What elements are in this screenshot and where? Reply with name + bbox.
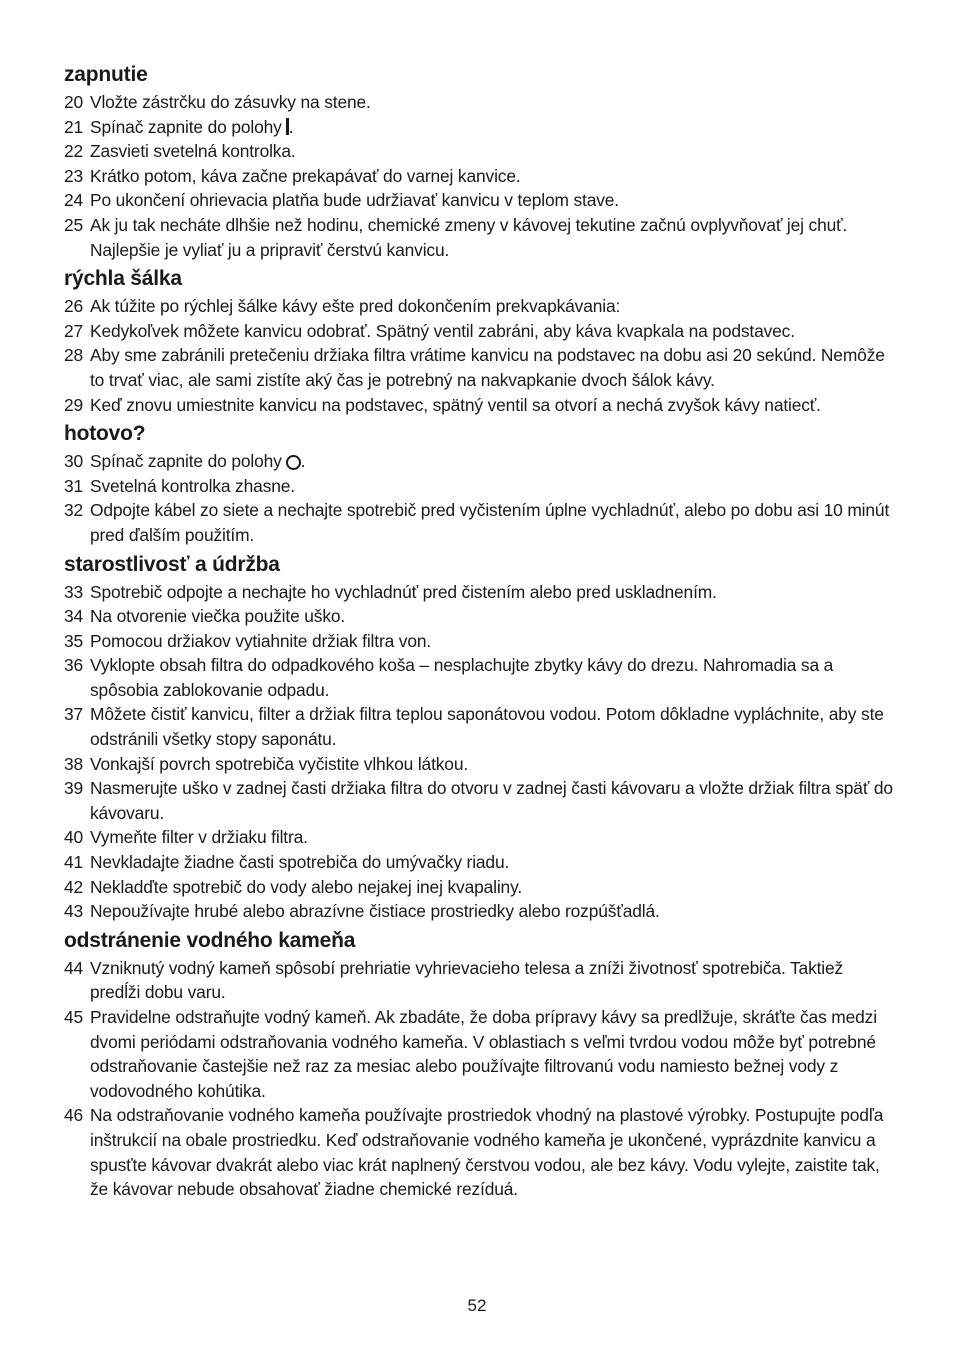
item-number: 41 — [64, 852, 84, 873]
item-text-suffix: . — [288, 116, 294, 137]
item-text: Vymeňte filter v držiaku filtra. — [90, 827, 308, 848]
section — [64, 60, 894, 262]
item-text-wrap — [90, 188, 894, 213]
item-number: 21 — [64, 116, 84, 137]
page-content — [64, 60, 894, 1204]
list-item — [64, 1103, 894, 1201]
item-text: Nevkladajte žiadne časti spotrebiča do umývačky riadu. — [90, 852, 510, 873]
item-number: 42 — [64, 876, 84, 897]
item-text-wrap — [90, 899, 894, 924]
item-text: Spínač zapnite do polohy — [90, 116, 282, 137]
item-text-wrap — [90, 580, 894, 605]
item-number: 25 — [64, 214, 84, 235]
item-text: Nepoužívajte hrubé alebo abrazívne čistiace prostriedky alebo rozpúšťadlá. — [90, 901, 660, 922]
item-text-wrap — [90, 875, 894, 900]
item-text-wrap — [90, 752, 894, 777]
item-text: Vyklopte obsah filtra do odpadkového koša – nesplachujte zbytky kávy do drezu. Nahromadia sa a spôsobia zablokovanie odpadu. — [90, 655, 834, 700]
list-item — [64, 139, 894, 164]
instruction-list — [64, 956, 894, 1202]
section-heading: rýchla šálka — [64, 267, 182, 291]
item-number: 24 — [64, 190, 84, 211]
list-item — [64, 164, 894, 189]
item-text-wrap — [90, 956, 894, 1005]
item-number: 45 — [64, 1007, 84, 1027]
item-number: 39 — [64, 778, 84, 799]
item-text-wrap — [90, 825, 894, 850]
list-item — [64, 188, 894, 213]
item-number: 38 — [64, 753, 84, 774]
item-number: 37 — [64, 704, 84, 725]
list-item — [64, 319, 894, 344]
item-number: 46 — [64, 1105, 84, 1126]
list-item — [64, 90, 894, 115]
item-number: 32 — [64, 500, 84, 521]
item-number: 40 — [64, 827, 84, 848]
item-number: 20 — [64, 92, 84, 112]
item-text: Svetelná kontrolka zhasne. — [90, 475, 295, 496]
item-text-wrap — [90, 498, 894, 547]
item-text: Nasmerujte uško v zadnej časti držiaka filtra do otvoru v zadnej časti kávovaru a vložte držiak filtra späť do kávovaru. — [90, 778, 893, 823]
item-number: 36 — [64, 655, 84, 676]
item-number: 27 — [64, 320, 84, 341]
item-text-wrap — [90, 449, 894, 474]
section — [64, 926, 894, 1202]
section — [64, 550, 894, 924]
list-item — [64, 850, 894, 875]
item-text-wrap — [90, 474, 894, 499]
list-item — [64, 580, 894, 605]
item-text: Pomocou držiakov vytiahnite držiak filtra von. — [90, 630, 432, 651]
item-text: Môžete čistiť kanvicu, filter a držiak filtra teplou saponátovou vodou. Potom dôkladne vypláchnite, aby ste odstránili všetky stopy saponátu. — [90, 704, 884, 750]
instruction-list — [64, 90, 894, 262]
item-number: 28 — [64, 345, 84, 366]
list-item — [64, 294, 894, 319]
item-text-wrap — [90, 319, 894, 344]
section-heading: zapnutie — [64, 63, 148, 86]
item-text: Kedykoľvek môžete kanvicu odobrať. Spätný ventil zabráni, aby káva kvapkala na podstavec. — [90, 320, 795, 341]
list-item — [64, 825, 894, 850]
item-text: Nekladďte spotrebič do vody alebo nejakej inej kvapaliny. — [90, 876, 523, 897]
item-text-wrap — [90, 139, 894, 164]
item-text: Spínač zapnite do polohy — [90, 451, 282, 472]
instruction-list — [64, 580, 894, 924]
item-text-wrap — [90, 1005, 894, 1103]
list-item — [64, 213, 894, 262]
item-text: Spotrebič odpojte a nechajte ho vychladnúť pred čistením alebo pred uskladnením. — [90, 581, 717, 602]
list-item — [64, 956, 894, 1005]
item-text: Ak ju tak necháte dlhšie než hodinu, chemické zmeny v kávovej tekutine začnú ovplyvňovať jej chuť. Najlepšie je vyliať ju a pripraviť čerstvú kanvicu. — [90, 214, 848, 260]
item-text-wrap — [90, 776, 894, 825]
list-item — [64, 776, 894, 825]
list-item — [64, 875, 894, 900]
page-number: 52 — [467, 1296, 487, 1315]
item-text-suffix: . — [300, 451, 306, 472]
item-number: 26 — [64, 296, 84, 317]
section — [64, 419, 894, 547]
item-number: 34 — [64, 606, 84, 627]
section-heading: odstránenie vodného kameňa — [64, 928, 356, 952]
item-text-wrap — [90, 629, 894, 654]
list-item — [64, 702, 894, 751]
item-text-wrap — [90, 213, 894, 262]
list-item — [64, 474, 894, 499]
item-text: Vložte zástrčku do zásuvky na stene. — [90, 92, 371, 112]
item-text-wrap — [90, 393, 894, 418]
item-text: Pravidelne odstraňujte vodný kameň. Ak zbadáte, že doba prípravy kávy sa predlžuje, skráťte čas medzi dvomi periódami odstraňovania vodného kameňa. V oblastiach s veľmi tvrdou vodou môže byť potrebné odstraňovanie častejšie než raz za mesiac alebo používajte filtrovanú vodu namiesto bežnej vody z vodovodného kohútika. — [90, 1007, 877, 1101]
item-number: 30 — [64, 451, 84, 472]
item-number: 22 — [64, 141, 84, 162]
item-text-wrap — [90, 1103, 894, 1201]
item-text: Vonkajší povrch spotrebiča vyčistite vlhkou látkou. — [90, 753, 469, 774]
item-text: Ak túžite po rýchlej šálke kávy ešte pred dokončením prekvapkávania: — [90, 296, 621, 317]
instruction-list — [64, 294, 894, 417]
item-text: Aby sme zabránili pretečeniu držiaka filtra vrátime kanvicu na podstavec na dobu asi 20 sekúnd. Nemôže to trvať viac, ale sami zistíte aký čas je potrebný na nakvapkanie dvoch šálok kávy. — [90, 345, 885, 390]
item-text-wrap — [90, 115, 894, 140]
item-text: Zasvieti svetelná kontrolka. — [90, 141, 296, 162]
item-text-wrap — [90, 294, 894, 319]
list-item — [64, 343, 894, 392]
item-text-wrap — [90, 90, 894, 115]
list-item — [64, 899, 894, 924]
list-item — [64, 1005, 894, 1103]
item-number: 35 — [64, 630, 84, 651]
list-item — [64, 653, 894, 702]
item-text-wrap — [90, 164, 894, 189]
list-item — [64, 449, 894, 474]
item-number: 44 — [64, 957, 84, 978]
item-number: 23 — [64, 165, 84, 186]
item-number: 33 — [64, 581, 84, 602]
item-text: Na otvorenie viečka použite uško. — [90, 606, 346, 627]
item-text: Vzniknutý vodný kameň spôsobí prehriatie vyhrievacieho telesa a zníži životnosť spotrebiča. Taktiež predĺži dobu varu. — [90, 957, 844, 1003]
item-text: Krátko potom, káva začne prekapávať do varnej kanvice. — [90, 165, 521, 186]
item-text-wrap — [90, 850, 894, 875]
power-off-icon — [286, 455, 301, 470]
item-text: Po ukončení ohrievacia platňa bude udržiavať kanvicu v teplom stave. — [90, 190, 619, 211]
item-text-wrap — [90, 604, 894, 629]
item-text: Odpojte kábel zo siete a nechajte spotrebič pred vyčistením úplne vychladnúť, alebo po dobu asi 10 minút pred ďalším použitím. — [90, 500, 890, 545]
item-text-wrap — [90, 343, 894, 392]
list-item — [64, 752, 894, 777]
item-number: 29 — [64, 394, 84, 415]
item-text-wrap — [90, 653, 894, 702]
list-item — [64, 115, 894, 140]
item-text-wrap — [90, 702, 894, 751]
item-text: Na odstraňovanie vodného kameňa používajte prostriedok vhodný na plastové výrobky. Postupujte podľa inštrukcií na obale prostriedku. Keď odstraňovanie vodného kameňa je ukončené, vyprázdnite kanvicu a spusťte kávovar dvakrát alebo viac krát naplnený čerstvou vodou, ale bez kávy. Vodu vylejte, zaistite tak, že kávovar nebude obsahovať žiadne chemické rezíduá. — [90, 1105, 884, 1200]
list-item — [64, 629, 894, 654]
item-number: 43 — [64, 901, 84, 922]
section-heading: hotovo? — [64, 422, 146, 446]
list-item — [64, 393, 894, 418]
instruction-list — [64, 449, 894, 547]
section-heading: starostlivosť a údržba — [64, 552, 280, 576]
item-text: Keď znovu umiestnite kanvicu na podstavec, spätný ventil sa otvorí a nechá zvyšok kávy natiecť. — [90, 394, 821, 415]
item-number: 31 — [64, 475, 84, 496]
list-item — [64, 604, 894, 629]
list-item — [64, 498, 894, 547]
section — [64, 264, 894, 417]
